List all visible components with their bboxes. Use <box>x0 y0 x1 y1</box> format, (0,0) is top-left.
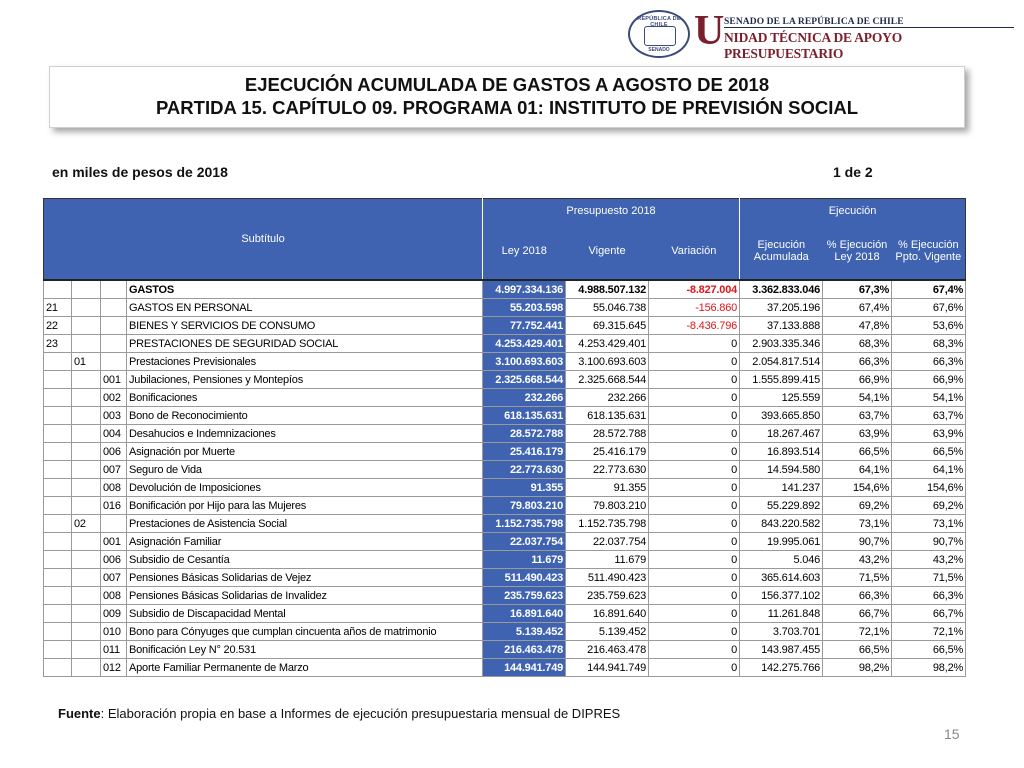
cell-asignacion-code <box>101 515 127 533</box>
cell-denominacion: Prestaciones de Asistencia Social <box>127 515 483 533</box>
table-row <box>44 551 966 569</box>
table-row <box>44 479 966 497</box>
cell-ejecucion-acumulada: 125.559 <box>740 389 823 407</box>
cell-ley-2018: 144.941.749 <box>483 659 566 677</box>
cell-pct-vigente: 53,6% <box>892 317 966 335</box>
cell-pct-ley: 63,7% <box>823 407 892 425</box>
cell-ley-2018: 55.203.598 <box>483 299 566 317</box>
cell-denominacion: Subsidio de Discapacidad Mental <box>127 605 483 623</box>
table-row <box>44 317 966 335</box>
cell-variacion: 0 <box>649 605 740 623</box>
cell-pct-ley: 66,9% <box>823 371 892 389</box>
cell-subtitulo-code <box>44 407 72 425</box>
header-variacion: Variación <box>649 223 740 280</box>
cell-variacion: 0 <box>649 335 740 353</box>
budget-table-body <box>44 280 966 677</box>
cell-subtitulo-code <box>44 497 72 515</box>
cell-ley-2018: 22.037.754 <box>483 533 566 551</box>
cell-ejecucion-acumulada: 5.046 <box>740 551 823 569</box>
slide-title-line1: EJECUCIÓN ACUMULADA DE GASTOS A AGOSTO DE 2018 <box>244 74 770 95</box>
header-ejec-acum-l2: Acumulada <box>753 251 809 263</box>
cell-ejecucion-acumulada: 2.054.817.514 <box>740 353 823 371</box>
cell-item-code: 02 <box>72 515 101 533</box>
cell-asignacion-code <box>101 280 127 299</box>
cell-item-code <box>72 461 101 479</box>
cell-item-code <box>72 407 101 425</box>
cell-ley-2018: 28.572.788 <box>483 425 566 443</box>
cell-pct-vigente: 63,7% <box>892 407 966 425</box>
header-ley: Ley 2018 <box>483 223 566 280</box>
page-number: 15 <box>944 726 960 742</box>
cell-variacion: 0 <box>649 389 740 407</box>
cell-ejecucion-acumulada: 156.377.102 <box>740 587 823 605</box>
cell-pct-ley: 63,9% <box>823 425 892 443</box>
cell-subtitulo-code <box>44 353 72 371</box>
cell-ejecucion-acumulada: 55.229.892 <box>740 497 823 515</box>
table-row <box>44 533 966 551</box>
cell-ejecucion-acumulada: 18.267.467 <box>740 425 823 443</box>
cell-asignacion-code: 008 <box>101 587 127 605</box>
cell-denominacion: Desahucios e Indemnizaciones <box>127 425 483 443</box>
cell-variacion: 0 <box>649 551 740 569</box>
cell-subtitulo-code <box>44 569 72 587</box>
cell-denominacion: Asignación Familiar <box>127 533 483 551</box>
cell-ley-2018: 1.152.735.798 <box>483 515 566 533</box>
cell-subtitulo-code <box>44 371 72 389</box>
cell-denominacion: Asignación por Muerte <box>127 443 483 461</box>
table-row <box>44 659 966 677</box>
cell-ley-2018: 235.759.623 <box>483 587 566 605</box>
cell-pct-ley: 154,6% <box>823 479 892 497</box>
cell-vigente: 11.679 <box>566 551 649 569</box>
cell-denominacion: Bono de Reconocimiento <box>127 407 483 425</box>
cell-denominacion: Bono para Cónyuges que cumplan cincuenta años de matrimonio <box>127 623 483 641</box>
cell-item-code <box>72 280 101 299</box>
cell-variacion: 0 <box>649 443 740 461</box>
cell-asignacion-code: 007 <box>101 569 127 587</box>
cell-vigente: 3.100.693.603 <box>566 353 649 371</box>
cell-variacion: -8.827.004 <box>649 280 740 299</box>
cell-denominacion: Pensiones Básicas Solidarias de Invalidez <box>127 587 483 605</box>
cell-item-code <box>72 371 101 389</box>
cell-asignacion-code: 008 <box>101 479 127 497</box>
cell-vigente: 55.046.738 <box>566 299 649 317</box>
cell-pct-vigente: 69,2% <box>892 497 966 515</box>
cell-pct-vigente: 66,5% <box>892 641 966 659</box>
cell-vigente: 618.135.631 <box>566 407 649 425</box>
header-pct-ley <box>823 223 892 280</box>
cell-ejecucion-acumulada: 19.995.061 <box>740 533 823 551</box>
cell-item-code <box>72 479 101 497</box>
cell-subtitulo-code <box>44 533 72 551</box>
cell-pct-ley: 73,1% <box>823 515 892 533</box>
table-row <box>44 605 966 623</box>
cell-ejecucion-acumulada: 843.220.582 <box>740 515 823 533</box>
cell-variacion: 0 <box>649 659 740 677</box>
cell-ley-2018: 2.325.668.544 <box>483 371 566 389</box>
cell-subtitulo-code <box>44 605 72 623</box>
cell-pct-vigente: 66,5% <box>892 443 966 461</box>
cell-denominacion: Prestaciones Previsionales <box>127 353 483 371</box>
cell-variacion: 0 <box>649 569 740 587</box>
cell-ejecucion-acumulada: 16.893.514 <box>740 443 823 461</box>
header-pct-vig-l1: % Ejecución <box>898 239 959 251</box>
cell-item-code <box>72 389 101 407</box>
units-label: en miles de pesos de 2018 <box>52 164 228 180</box>
cell-subtitulo-code <box>44 461 72 479</box>
cell-pct-ley: 71,5% <box>823 569 892 587</box>
cell-subtitulo-code <box>44 551 72 569</box>
cell-item-code <box>72 587 101 605</box>
cell-ejecucion-acumulada: 141.237 <box>740 479 823 497</box>
seal-top-text: REPÚBLICA DE CHILE <box>637 16 681 28</box>
cell-asignacion-code: 009 <box>101 605 127 623</box>
cell-ejecucion-acumulada: 37.133.888 <box>740 317 823 335</box>
cell-pct-vigente: 71,5% <box>892 569 966 587</box>
cell-subtitulo-code <box>44 425 72 443</box>
cell-pct-vigente: 54,1% <box>892 389 966 407</box>
cell-asignacion-code: 012 <box>101 659 127 677</box>
table-row <box>44 353 966 371</box>
cell-subtitulo-code <box>44 659 72 677</box>
table-row <box>44 569 966 587</box>
cell-pct-vigente: 67,4% <box>892 280 966 299</box>
cell-ley-2018: 91.355 <box>483 479 566 497</box>
cell-item-code <box>72 335 101 353</box>
cell-pct-ley: 90,7% <box>823 533 892 551</box>
cell-subtitulo-code: 21 <box>44 299 72 317</box>
cell-pct-ley: 67,3% <box>823 280 892 299</box>
cell-pct-ley: 72,1% <box>823 623 892 641</box>
cell-vigente: 28.572.788 <box>566 425 649 443</box>
cell-ley-2018: 618.135.631 <box>483 407 566 425</box>
cell-pct-ley: 64,1% <box>823 461 892 479</box>
logo-unit-name: NIDAD TÉCNICA DE APOYO PRESUPUESTARIO <box>724 30 903 61</box>
cell-ejecucion-acumulada: 393.665.850 <box>740 407 823 425</box>
cell-subtitulo-code: 22 <box>44 317 72 335</box>
cell-asignacion-code <box>101 317 127 335</box>
cell-ley-2018: 216.463.478 <box>483 641 566 659</box>
cell-subtitulo-code <box>44 443 72 461</box>
page-of-label: 1 de 2 <box>833 164 873 180</box>
cell-variacion: 0 <box>649 371 740 389</box>
cell-subtitulo-code <box>44 280 72 299</box>
cell-ejecucion-acumulada: 3.703.701 <box>740 623 823 641</box>
senate-seal-logo <box>628 10 690 58</box>
cell-denominacion: Bonificaciones <box>127 389 483 407</box>
cell-pct-ley: 66,5% <box>823 641 892 659</box>
cell-subtitulo-code <box>44 641 72 659</box>
cell-vigente: 91.355 <box>566 479 649 497</box>
cell-pct-vigente: 154,6% <box>892 479 966 497</box>
cell-pct-ley: 54,1% <box>823 389 892 407</box>
cell-vigente: 144.941.749 <box>566 659 649 677</box>
cell-asignacion-code: 011 <box>101 641 127 659</box>
cell-ley-2018: 3.100.693.603 <box>483 353 566 371</box>
cell-ejecucion-acumulada: 365.614.603 <box>740 569 823 587</box>
cell-ley-2018: 22.773.630 <box>483 461 566 479</box>
logo-letter: U <box>694 8 725 54</box>
cell-ley-2018: 511.490.423 <box>483 569 566 587</box>
cell-ejecucion-acumulada: 37.205.196 <box>740 299 823 317</box>
header-ejecucion-acumulada <box>740 223 823 280</box>
header-vigente: Vigente <box>566 223 649 280</box>
cell-pct-ley: 43,2% <box>823 551 892 569</box>
cell-denominacion: Seguro de Vida <box>127 461 483 479</box>
header-pct-vig-l2: Ppto. Vigente <box>895 251 962 263</box>
cell-asignacion-code <box>101 335 127 353</box>
header-pct-ley-l2: Ley 2018 <box>834 251 880 263</box>
source-text: : Elaboración propia en base a Informes de ejecución presupuestaria mensual de DIPRES <box>100 706 621 721</box>
table-row <box>44 623 966 641</box>
cell-denominacion: Bonificación Ley N° 20.531 <box>127 641 483 659</box>
header-ejecucion: Ejecución <box>740 199 966 224</box>
table-row <box>44 425 966 443</box>
cell-pct-ley: 69,2% <box>823 497 892 515</box>
cell-ley-2018: 5.139.452 <box>483 623 566 641</box>
cell-item-code <box>72 497 101 515</box>
table-row <box>44 461 966 479</box>
cell-asignacion-code: 001 <box>101 371 127 389</box>
cell-denominacion: Devolución de Imposiciones <box>127 479 483 497</box>
cell-asignacion-code <box>101 353 127 371</box>
cell-vigente: 1.152.735.798 <box>566 515 649 533</box>
cell-asignacion-code: 003 <box>101 407 127 425</box>
table-row <box>44 641 966 659</box>
table-row <box>44 587 966 605</box>
cell-variacion: 0 <box>649 461 740 479</box>
cell-asignacion-code <box>101 299 127 317</box>
cell-ejecucion-acumulada: 1.555.899.415 <box>740 371 823 389</box>
table-row <box>44 280 966 299</box>
cell-ley-2018: 79.803.210 <box>483 497 566 515</box>
cell-asignacion-code: 002 <box>101 389 127 407</box>
cell-ejecucion-acumulada: 2.903.335.346 <box>740 335 823 353</box>
cell-item-code <box>72 623 101 641</box>
cell-pct-vigente: 90,7% <box>892 533 966 551</box>
cell-pct-ley: 47,8% <box>823 317 892 335</box>
cell-vigente: 4.253.429.401 <box>566 335 649 353</box>
table-row <box>44 497 966 515</box>
cell-ley-2018: 25.416.179 <box>483 443 566 461</box>
cell-vigente: 5.139.452 <box>566 623 649 641</box>
cell-ley-2018: 4.253.429.401 <box>483 335 566 353</box>
slide-title-box <box>49 66 965 128</box>
cell-vigente: 232.266 <box>566 389 649 407</box>
cell-pct-ley: 98,2% <box>823 659 892 677</box>
cell-ley-2018: 11.679 <box>483 551 566 569</box>
cell-variacion: 0 <box>649 407 740 425</box>
cell-variacion: -8.436.796 <box>649 317 740 335</box>
cell-pct-vigente: 72,1% <box>892 623 966 641</box>
cell-subtitulo-code <box>44 623 72 641</box>
cell-pct-vigente: 73,1% <box>892 515 966 533</box>
slide-title-line2: PARTIDA 15. CAPÍTULO 09. PROGRAMA 01: INSTITUTO DE PREVISIÓN SOCIAL <box>155 97 859 118</box>
cell-pct-ley: 66,3% <box>823 587 892 605</box>
cell-ley-2018: 232.266 <box>483 389 566 407</box>
cell-subtitulo-code: 23 <box>44 335 72 353</box>
cell-item-code <box>72 605 101 623</box>
cell-variacion: -156.860 <box>649 299 740 317</box>
cell-item-code <box>72 551 101 569</box>
cell-pct-vigente: 98,2% <box>892 659 966 677</box>
cell-denominacion: GASTOS <box>127 280 483 299</box>
source-footnote <box>58 706 620 721</box>
cell-vigente: 2.325.668.544 <box>566 371 649 389</box>
header-ejec-acum-l1: Ejecución <box>757 239 806 251</box>
cell-ejecucion-acumulada: 14.594.580 <box>740 461 823 479</box>
cell-vigente: 4.988.507.132 <box>566 280 649 299</box>
cell-subtitulo-code <box>44 389 72 407</box>
seal-bottom-text: SENADO <box>648 47 670 53</box>
cell-vigente: 79.803.210 <box>566 497 649 515</box>
cell-denominacion: Aporte Familiar Permanente de Marzo <box>127 659 483 677</box>
cell-denominacion: Jubilaciones, Pensiones y Montepíos <box>127 371 483 389</box>
header-pct-vigente <box>892 223 966 280</box>
cell-ley-2018: 16.891.640 <box>483 605 566 623</box>
table-row <box>44 335 966 353</box>
cell-vigente: 511.490.423 <box>566 569 649 587</box>
cell-asignacion-code: 007 <box>101 461 127 479</box>
cell-ejecucion-acumulada: 11.261.848 <box>740 605 823 623</box>
cell-asignacion-code: 004 <box>101 425 127 443</box>
header-presupuesto: Presupuesto 2018 <box>483 199 740 224</box>
logo-senate-name: SENADO DE LA REPÚBLICA DE CHILE <box>724 17 904 27</box>
cell-vigente: 235.759.623 <box>566 587 649 605</box>
cell-pct-ley: 66,3% <box>823 353 892 371</box>
cell-item-code <box>72 299 101 317</box>
cell-pct-ley: 67,4% <box>823 299 892 317</box>
cell-asignacion-code: 010 <box>101 623 127 641</box>
cell-vigente: 69.315.645 <box>566 317 649 335</box>
cell-denominacion: GASTOS EN PERSONAL <box>127 299 483 317</box>
table-row <box>44 407 966 425</box>
header-subtitulo: Subtítulo <box>44 199 483 281</box>
cell-pct-vigente: 66,9% <box>892 371 966 389</box>
cell-variacion: 0 <box>649 497 740 515</box>
cell-pct-vigente: 67,6% <box>892 299 966 317</box>
table-row <box>44 299 966 317</box>
cell-ley-2018: 77.752.441 <box>483 317 566 335</box>
cell-pct-ley: 68,3% <box>823 335 892 353</box>
cell-subtitulo-code <box>44 587 72 605</box>
cell-denominacion: PRESTACIONES DE SEGURIDAD SOCIAL <box>127 335 483 353</box>
cell-subtitulo-code <box>44 479 72 497</box>
cell-pct-vigente: 64,1% <box>892 461 966 479</box>
table-row <box>44 515 966 533</box>
table-row <box>44 371 966 389</box>
cell-vigente: 216.463.478 <box>566 641 649 659</box>
cell-variacion: 0 <box>649 623 740 641</box>
cell-item-code: 01 <box>72 353 101 371</box>
cell-denominacion: Bonificación por Hijo para las Mujeres <box>127 497 483 515</box>
cell-pct-vigente: 66,7% <box>892 605 966 623</box>
cell-item-code <box>72 641 101 659</box>
logo-divider <box>724 27 1014 28</box>
cell-subtitulo-code <box>44 515 72 533</box>
table-row <box>44 389 966 407</box>
cell-variacion: 0 <box>649 515 740 533</box>
cell-pct-ley: 66,7% <box>823 605 892 623</box>
cell-vigente: 22.773.630 <box>566 461 649 479</box>
cell-ley-2018: 4.997.334.136 <box>483 280 566 299</box>
cell-vigente: 16.891.640 <box>566 605 649 623</box>
cell-denominacion: BIENES Y SERVICIOS DE CONSUMO <box>127 317 483 335</box>
cell-pct-vigente: 63,9% <box>892 425 966 443</box>
cell-variacion: 0 <box>649 587 740 605</box>
cell-asignacion-code: 016 <box>101 497 127 515</box>
seal-shield-icon <box>644 26 676 46</box>
cell-denominacion: Subsidio de Cesantía <box>127 551 483 569</box>
cell-vigente: 25.416.179 <box>566 443 649 461</box>
cell-asignacion-code: 001 <box>101 533 127 551</box>
cell-ejecucion-acumulada: 143.987.455 <box>740 641 823 659</box>
table-row <box>44 443 966 461</box>
cell-vigente: 22.037.754 <box>566 533 649 551</box>
cell-variacion: 0 <box>649 641 740 659</box>
cell-item-code <box>72 425 101 443</box>
cell-item-code <box>72 443 101 461</box>
budget-table <box>43 198 966 677</box>
cell-pct-vigente: 66,3% <box>892 587 966 605</box>
cell-item-code <box>72 659 101 677</box>
cell-pct-vigente: 43,2% <box>892 551 966 569</box>
cell-item-code <box>72 533 101 551</box>
source-label: Fuente <box>58 706 101 721</box>
cell-ejecucion-acumulada: 3.362.833.046 <box>740 280 823 299</box>
cell-denominacion: Pensiones Básicas Solidarias de Vejez <box>127 569 483 587</box>
cell-pct-vigente: 68,3% <box>892 335 966 353</box>
cell-variacion: 0 <box>649 533 740 551</box>
cell-asignacion-code: 006 <box>101 443 127 461</box>
cell-item-code <box>72 317 101 335</box>
cell-pct-vigente: 66,3% <box>892 353 966 371</box>
cell-variacion: 0 <box>649 479 740 497</box>
header-pct-ley-l1: % Ejecución <box>826 239 888 251</box>
cell-pct-ley: 66,5% <box>823 443 892 461</box>
cell-ejecucion-acumulada: 142.275.766 <box>740 659 823 677</box>
cell-variacion: 0 <box>649 353 740 371</box>
cell-asignacion-code: 006 <box>101 551 127 569</box>
cell-variacion: 0 <box>649 425 740 443</box>
cell-item-code <box>72 569 101 587</box>
